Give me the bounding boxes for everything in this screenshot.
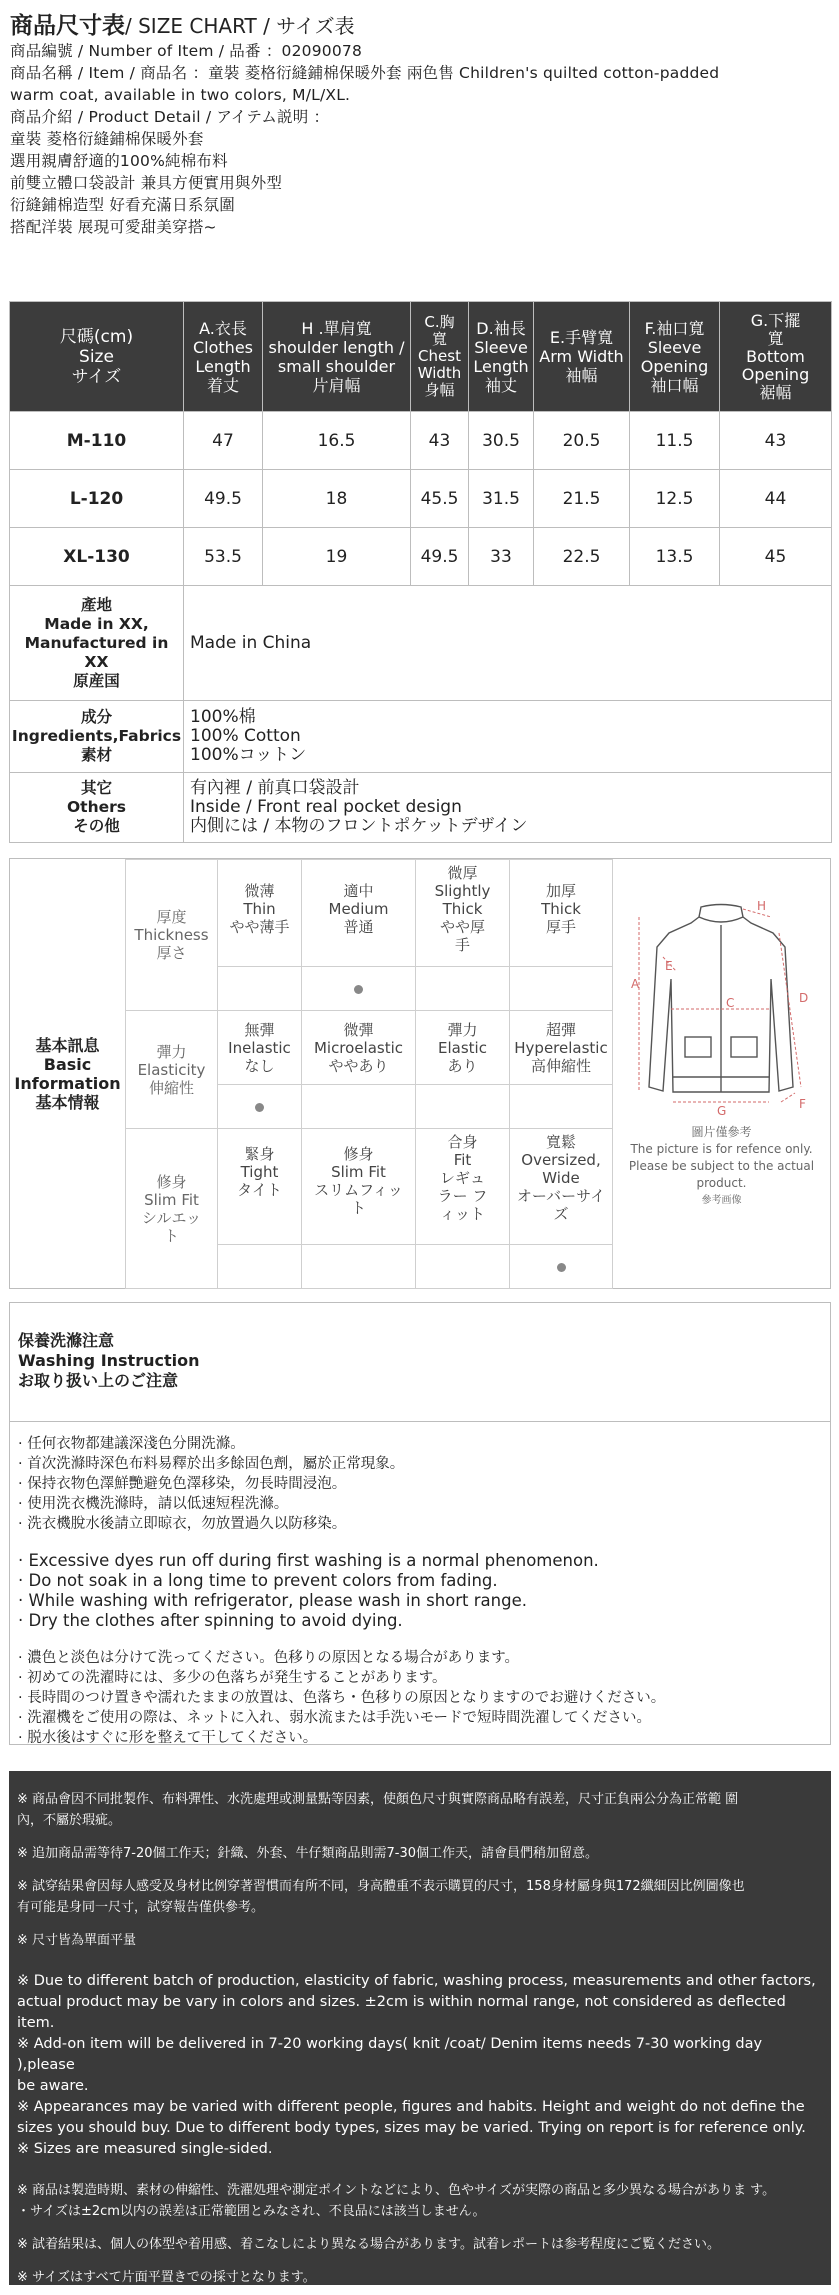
option-text: 無彈 xyxy=(244,1020,275,1039)
header-text: 着丈 xyxy=(206,375,239,395)
value-cell: 45 xyxy=(720,528,832,586)
size-table-header-row xyxy=(10,302,832,412)
option-text: Inelastic xyxy=(228,1038,291,1057)
label-text: ト xyxy=(163,1226,179,1245)
label-g: G xyxy=(717,1104,727,1118)
label-text: 其它 xyxy=(80,779,112,797)
note-line: ※ 商品は製造時期、素材の伸縮性、洗濯処理や測定ポイントなどにより、色やサイズが実際の商品と多少異なる場合がありま す。 xyxy=(17,2183,776,2198)
label-text: Made in XX, xyxy=(44,614,149,633)
instruction-line: · 濃色と淡色は分けて洗ってください。色移りの原因となる場合があります。 xyxy=(18,1650,520,1666)
option-text: 厚手 xyxy=(545,918,576,936)
value-cell: 47 xyxy=(184,412,263,470)
value-text: 有內裡 / 前真口袋設計 xyxy=(190,778,360,798)
value-text: 100%棉 xyxy=(190,707,256,727)
value-cell: 45.5 xyxy=(411,470,469,528)
header-shoulder xyxy=(263,302,411,412)
header-text: Sleeve xyxy=(474,337,528,357)
value-cell: 30.5 xyxy=(469,412,534,470)
selected-dot-icon xyxy=(354,985,363,994)
size-row-m xyxy=(10,412,832,470)
header-chest xyxy=(411,302,469,412)
label-text: 厚度 xyxy=(156,908,187,926)
fit-label xyxy=(126,1129,218,1289)
option-text: 彈力 xyxy=(447,1020,478,1039)
indicator-cell xyxy=(302,1245,416,1289)
note-line: ※ Add-on item will be delivered in 7-20 working days( knit /coat/ Denim items needs 7-30 working day ),please xyxy=(17,2036,763,2073)
note-line: ※ 商品會因不同批製作、布料彈性、水洗處理或測量點等因素，使顏色尺寸與實際商品略有誤差，尺寸正負兩公分為正常範 圍 xyxy=(17,1792,739,1807)
indicator-cell xyxy=(416,1085,510,1129)
header-text: Clothes xyxy=(193,337,253,357)
option-thin xyxy=(218,860,302,967)
size-cell: XL-130 xyxy=(10,528,184,586)
value-cell: 43 xyxy=(411,412,469,470)
option-text: Hyperelastic xyxy=(514,1038,608,1057)
origin-label xyxy=(10,586,184,701)
origin-value: Made in China xyxy=(184,586,832,701)
label-h: H xyxy=(757,899,767,913)
note-line: ※ 試着結果は、個人の体型や着用感、着こなしにより異なる場合があります。試着レポートは参考程度にご覧ください。 xyxy=(17,2237,720,2252)
ingredients-row xyxy=(10,701,832,773)
detail-line: 搭配洋裝 展現可愛甜美穿搭~ xyxy=(10,218,217,236)
title-rest: / SIZE CHART / サイズ表 xyxy=(125,14,355,38)
instruction-line: · 長時間のつけ置きや濡れたままの放置は、色落ち・色移りの原因となりますのでお避けください。 xyxy=(18,1690,666,1706)
others-label xyxy=(10,773,184,843)
header-text: A.衣長 xyxy=(199,318,247,338)
option-text: 普通 xyxy=(343,918,374,936)
option-elastic xyxy=(416,1011,510,1085)
header-text: Chest xyxy=(418,347,461,365)
fit-row xyxy=(126,1129,613,1245)
caption-text: 圖片僅參考 xyxy=(691,1125,752,1139)
measurement-diagram xyxy=(613,859,830,1288)
option-text: やや厚 xyxy=(439,918,485,936)
value-cell: 20.5 xyxy=(534,412,630,470)
basic-info-title xyxy=(10,859,125,1288)
indicator-cell xyxy=(302,967,416,1011)
origin-row xyxy=(10,586,832,701)
value-cell: 43 xyxy=(720,412,832,470)
note-line: 有可能是身同一尺寸，試穿報告僅供參考。 xyxy=(17,1900,265,1915)
header-text: H .單肩寬 xyxy=(301,318,372,338)
option-text: ィット xyxy=(439,1205,485,1223)
header-text: 袖幅 xyxy=(565,366,598,385)
option-text: 微厚 xyxy=(447,864,478,882)
header-arm-width xyxy=(534,302,630,412)
header-size xyxy=(10,302,184,412)
washing-title xyxy=(9,1302,831,1422)
option-oversized xyxy=(510,1129,613,1245)
value-cell: 31.5 xyxy=(469,470,534,528)
value-text: Inside / Front real pocket design xyxy=(190,797,462,817)
elasticity-label xyxy=(126,1011,218,1129)
header-text: サイズ xyxy=(71,366,122,387)
ingredients-label xyxy=(10,701,184,773)
option-text: Fit xyxy=(453,1151,472,1169)
notes-panel xyxy=(9,1771,831,2285)
header-text: Opening xyxy=(741,364,810,384)
option-tight xyxy=(218,1129,302,1245)
title-text: Information xyxy=(14,1073,121,1093)
label-text: 厚さ xyxy=(156,944,187,962)
label-text: 素材 xyxy=(80,746,112,764)
instruction-line: · Dry the clothes after spinning to avoid dying. xyxy=(18,1611,403,1630)
elasticity-row xyxy=(126,1011,613,1085)
header-clothes-length xyxy=(184,302,263,412)
indicator-cell xyxy=(416,967,510,1011)
others-row xyxy=(10,773,832,843)
label-f: F xyxy=(799,1097,806,1111)
note-line: be aware. xyxy=(17,2078,89,2094)
option-text: 手 xyxy=(454,936,470,954)
option-microelastic xyxy=(302,1011,416,1085)
title-main: 商品尺寸表 xyxy=(10,13,125,39)
note-line: ※ 試穿結果會因每人感受及身材比例穿著習慣而有所不同，身高體重不表示購買的尺寸，158身材屬身與172纖細因比例圖像也 xyxy=(17,1879,745,1894)
value-cell: 19 xyxy=(263,528,411,586)
indicator-cell xyxy=(302,1085,416,1129)
title-text: 保養洗滌注意 xyxy=(18,1331,115,1350)
instruction-line: · 使用洗衣機洗滌時，請以低速短程洗滌。 xyxy=(18,1496,289,1512)
header-text: Length xyxy=(195,356,251,376)
option-text: Elastic xyxy=(438,1038,487,1057)
option-text: Slightly xyxy=(434,882,491,900)
detail-label: 商品介紹 / Product Detail / アイテム説明 ： xyxy=(10,108,330,126)
option-text: Oversized, xyxy=(521,1151,601,1169)
value-cell: 16.5 xyxy=(263,412,411,470)
note-line: ※ 追加商品需等待7-20個工作天；針織、外套、牛仔類商品則需7-30個工作天，請會員們稍加留意。 xyxy=(17,1846,599,1861)
label-text: 產地 xyxy=(80,595,112,614)
label-text: 原産国 xyxy=(73,671,120,690)
instruction-line: · 洗濯機をご使用の際は、ネットに入れ、弱水流または手洗いモードで短時間洗濯してください。 xyxy=(18,1710,652,1726)
label-e: E xyxy=(665,959,673,973)
option-text: 微彈 xyxy=(343,1020,374,1039)
title-text: Washing Instruction xyxy=(18,1351,200,1370)
indicator-cell xyxy=(416,1245,510,1289)
label-text: 彈力 xyxy=(156,1042,187,1061)
option-text: なし xyxy=(244,1056,275,1075)
option-text: オーバーサイ xyxy=(516,1187,606,1205)
size-row-l xyxy=(10,470,832,528)
size-cell: M-110 xyxy=(10,412,184,470)
note-line: ※ 尺寸皆為單面平量 xyxy=(17,1933,137,1948)
instruction-line: · 初めての洗濯時には、多少の色落ちが発生することがあります。 xyxy=(18,1670,447,1686)
header-text: G.下擺 xyxy=(750,310,801,330)
caption-text: 參考画像 xyxy=(701,1195,742,1206)
label-text: Ingredients,Fabrics xyxy=(11,727,182,745)
header-text: 寬 xyxy=(431,330,447,348)
detail-line: 選用親膚舒適的100%純棉布料 xyxy=(10,152,228,170)
header-text: 寬 xyxy=(767,328,784,348)
value-cell: 33 xyxy=(469,528,534,586)
title-text: お取り扱い上のご注意 xyxy=(18,1371,179,1390)
option-text: Thick xyxy=(442,900,483,918)
instruction-line: · 洗衣機脫水後請立即晾衣，勿放置過久以防移染。 xyxy=(18,1516,347,1532)
size-table xyxy=(9,301,832,843)
header-sleeve-opening xyxy=(630,302,720,412)
indicator-cell xyxy=(218,967,302,1011)
header-text: Arm Width xyxy=(539,347,624,366)
option-hyperelastic xyxy=(510,1011,613,1085)
option-slightly-thick xyxy=(416,860,510,967)
label-text: 修身 xyxy=(156,1172,187,1191)
attribute-grid xyxy=(125,859,613,1289)
label-text: Slim Fit xyxy=(144,1190,199,1209)
option-text: タイト xyxy=(237,1181,282,1199)
label-text: Others xyxy=(66,798,126,816)
note-line: ・サイズは±2cm以内の誤差は正常範囲とみなされ、不良品には該当しません。 xyxy=(17,2204,486,2219)
label-text: シルエッ xyxy=(141,1208,202,1227)
item-name-line-1: 商品名稱 / Item / 商品名 ：童裝 菱格衍縫鋪棉保暖外套 兩色售 Children's quilted cotton-padded xyxy=(10,64,720,82)
option-medium xyxy=(302,860,416,967)
option-text: Thin xyxy=(243,900,276,918)
header-text: F.袖口寬 xyxy=(644,318,705,338)
washing-instructions xyxy=(9,1422,831,1745)
note-line: sizes you should buy. Due to different body types, sizes may be varied. Trying on report is for reference only. xyxy=(17,2120,806,2136)
option-text: 加厚 xyxy=(545,882,576,900)
thickness-row xyxy=(126,860,613,967)
indicator-cell xyxy=(218,1245,302,1289)
header-text: Bottom xyxy=(746,346,805,366)
product-header xyxy=(10,12,830,238)
value-text: 内側には / 本物のフロントポケットデザイン xyxy=(190,816,528,836)
value-cell: 18 xyxy=(263,470,411,528)
note-line: ※ Appearances may be varied with different people, figures and habits. Height and weight do not define the xyxy=(17,2099,805,2115)
ingredients-value xyxy=(184,701,832,773)
header-text: 裾幅 xyxy=(759,382,792,402)
instruction-line: · 保持衣物色澤鮮艷避免色澤移染，勿長時間浸泡。 xyxy=(18,1476,347,1492)
header-text: 袖丈 xyxy=(484,375,517,395)
option-text: 微薄 xyxy=(244,882,275,900)
size-cell: L-120 xyxy=(10,470,184,528)
value-cell: 53.5 xyxy=(184,528,263,586)
header-text: C.胸 xyxy=(424,313,455,331)
label-text: 伸縮性 xyxy=(148,1078,194,1097)
note-line: actual product may be vary in colors and sizes. ±2cm is within normal range, not considered as deflected item. xyxy=(17,1994,786,2031)
title-text: 基本情報 xyxy=(35,1092,100,1112)
note-line: ※ Due to different batch of production, elasticity of fabric, washing process, measurements and other factors, xyxy=(17,1973,816,1989)
instruction-line: · 任何衣物都建議深淺色分開洗滌。 xyxy=(18,1436,245,1452)
header-text: Length xyxy=(473,356,529,376)
title-text: 基本訊息 xyxy=(35,1035,100,1055)
label-text: XX xyxy=(84,652,109,671)
option-text: ラー フ xyxy=(437,1187,488,1205)
header-text: 片肩幅 xyxy=(312,375,361,395)
header-bottom-opening xyxy=(720,302,832,412)
size-row-xl xyxy=(10,528,832,586)
detail-line: 童裝 菱格衍縫鋪棉保暖外套 xyxy=(10,130,204,148)
selected-dot-icon xyxy=(255,1103,264,1112)
value-cell: 44 xyxy=(720,470,832,528)
option-text: Medium xyxy=(328,900,389,918)
option-text: 高伸縮性 xyxy=(530,1056,591,1075)
value-cell: 11.5 xyxy=(630,412,720,470)
indicator-cell xyxy=(510,1085,613,1129)
caption-text: The picture is for refence only. xyxy=(630,1142,813,1156)
detail-line: 前雙立體口袋設計 兼具方便實用與外型 xyxy=(10,174,283,192)
note-line: 內，不屬於瑕疵。 xyxy=(17,1813,122,1828)
label-text: 成分 xyxy=(80,708,112,726)
selected-dot-icon xyxy=(557,1263,566,1272)
option-text: あり xyxy=(447,1056,478,1075)
label-text: Manufactured in xyxy=(24,633,169,652)
option-text: ズ xyxy=(553,1205,569,1223)
option-text: Thick xyxy=(541,900,581,918)
jacket-diagram-icon xyxy=(621,887,821,1117)
item-name-line-2: warm coat, available in two colors, M/L/XL. xyxy=(10,86,351,104)
header-text: 身幅 xyxy=(424,381,455,399)
instruction-line: · Do not soak in a long time to prevent colors from fading. xyxy=(18,1571,498,1590)
value-text: 100%コットン xyxy=(190,745,307,765)
header-text: small shoulder xyxy=(277,356,396,376)
detail-line: 衍縫鋪棉造型 好看充滿日系氛圍 xyxy=(10,196,235,214)
header-text: Size xyxy=(79,346,114,367)
label-c: C xyxy=(726,996,735,1010)
option-text: 緊身 xyxy=(244,1145,275,1163)
option-text: Wide xyxy=(542,1169,580,1187)
instruction-line: · 脱水後はすぐに形を整えて干してください。 xyxy=(18,1730,318,1746)
item-number: 商品編號 / Number of Item / 品番 ：02090078 xyxy=(10,42,363,60)
label-a: A xyxy=(631,977,640,991)
option-text: スリムフィッ xyxy=(314,1181,403,1199)
header-sleeve-length xyxy=(469,302,534,412)
basic-info-panel xyxy=(9,858,831,1289)
option-text: 寬鬆 xyxy=(545,1133,576,1151)
value-cell: 49.5 xyxy=(184,470,263,528)
label-text: Thickness xyxy=(134,926,209,944)
header-text: Sleeve xyxy=(647,337,702,357)
size-chart-title xyxy=(10,12,830,40)
value-text: 100% Cotton xyxy=(190,726,301,746)
label-text: Elasticity xyxy=(137,1060,206,1079)
value-cell: 49.5 xyxy=(411,528,469,586)
option-text: 合身 xyxy=(447,1133,478,1151)
instruction-line: · 首次洗滌時深色布料易釋於出多餘固色劑，屬於正常現象。 xyxy=(18,1456,405,1472)
option-text: Microelastic xyxy=(313,1038,404,1057)
option-inelastic xyxy=(218,1011,302,1085)
instruction-line: · While washing with refrigerator, please wash in short range. xyxy=(18,1591,527,1610)
option-text: ト xyxy=(350,1199,366,1217)
option-text: やや薄手 xyxy=(229,918,290,936)
value-cell: 12.5 xyxy=(630,470,720,528)
instruction-line: · Excessive dyes run off during first washing is a normal phenomenon. xyxy=(18,1551,599,1570)
header-text: 袖口幅 xyxy=(650,375,699,395)
diagram-caption xyxy=(613,1124,830,1209)
note-line: ※ Sizes are measured single-sided. xyxy=(17,2141,273,2157)
option-text: Tight xyxy=(240,1163,279,1181)
caption-text: Please be subject to the actual xyxy=(628,1159,815,1173)
header-text: D.袖長 xyxy=(476,318,526,338)
thickness-label xyxy=(126,860,218,1011)
header-text: E.手臂寬 xyxy=(549,328,614,347)
option-text: Slim Fit xyxy=(331,1163,386,1181)
option-fit xyxy=(416,1129,510,1245)
value-cell: 13.5 xyxy=(630,528,720,586)
others-value xyxy=(184,773,832,843)
value-cell: 21.5 xyxy=(534,470,630,528)
indicator-cell xyxy=(510,967,613,1011)
value-cell: 22.5 xyxy=(534,528,630,586)
option-slim-fit xyxy=(302,1129,416,1245)
indicator-cell xyxy=(510,1245,613,1289)
header-text: shoulder length / xyxy=(268,337,405,357)
note-line: ※ サイズはすべて片面平置きでの採寸となります。 xyxy=(17,2270,316,2285)
header-text: 尺碼(cm) xyxy=(59,326,134,347)
indicator-cell xyxy=(218,1085,302,1129)
caption-text: product. xyxy=(696,1176,747,1190)
label-d: D xyxy=(799,991,809,1005)
option-text: 超彈 xyxy=(545,1020,576,1039)
title-text: Basic xyxy=(43,1054,92,1074)
option-text: レギュ xyxy=(439,1169,485,1187)
option-text: 適中 xyxy=(343,882,374,900)
option-thick xyxy=(510,860,613,967)
label-text: その他 xyxy=(73,817,120,835)
header-text: Opening xyxy=(640,356,709,376)
header-text: Width xyxy=(417,364,462,382)
option-text: ややあり xyxy=(328,1056,389,1075)
option-text: 修身 xyxy=(343,1145,374,1163)
